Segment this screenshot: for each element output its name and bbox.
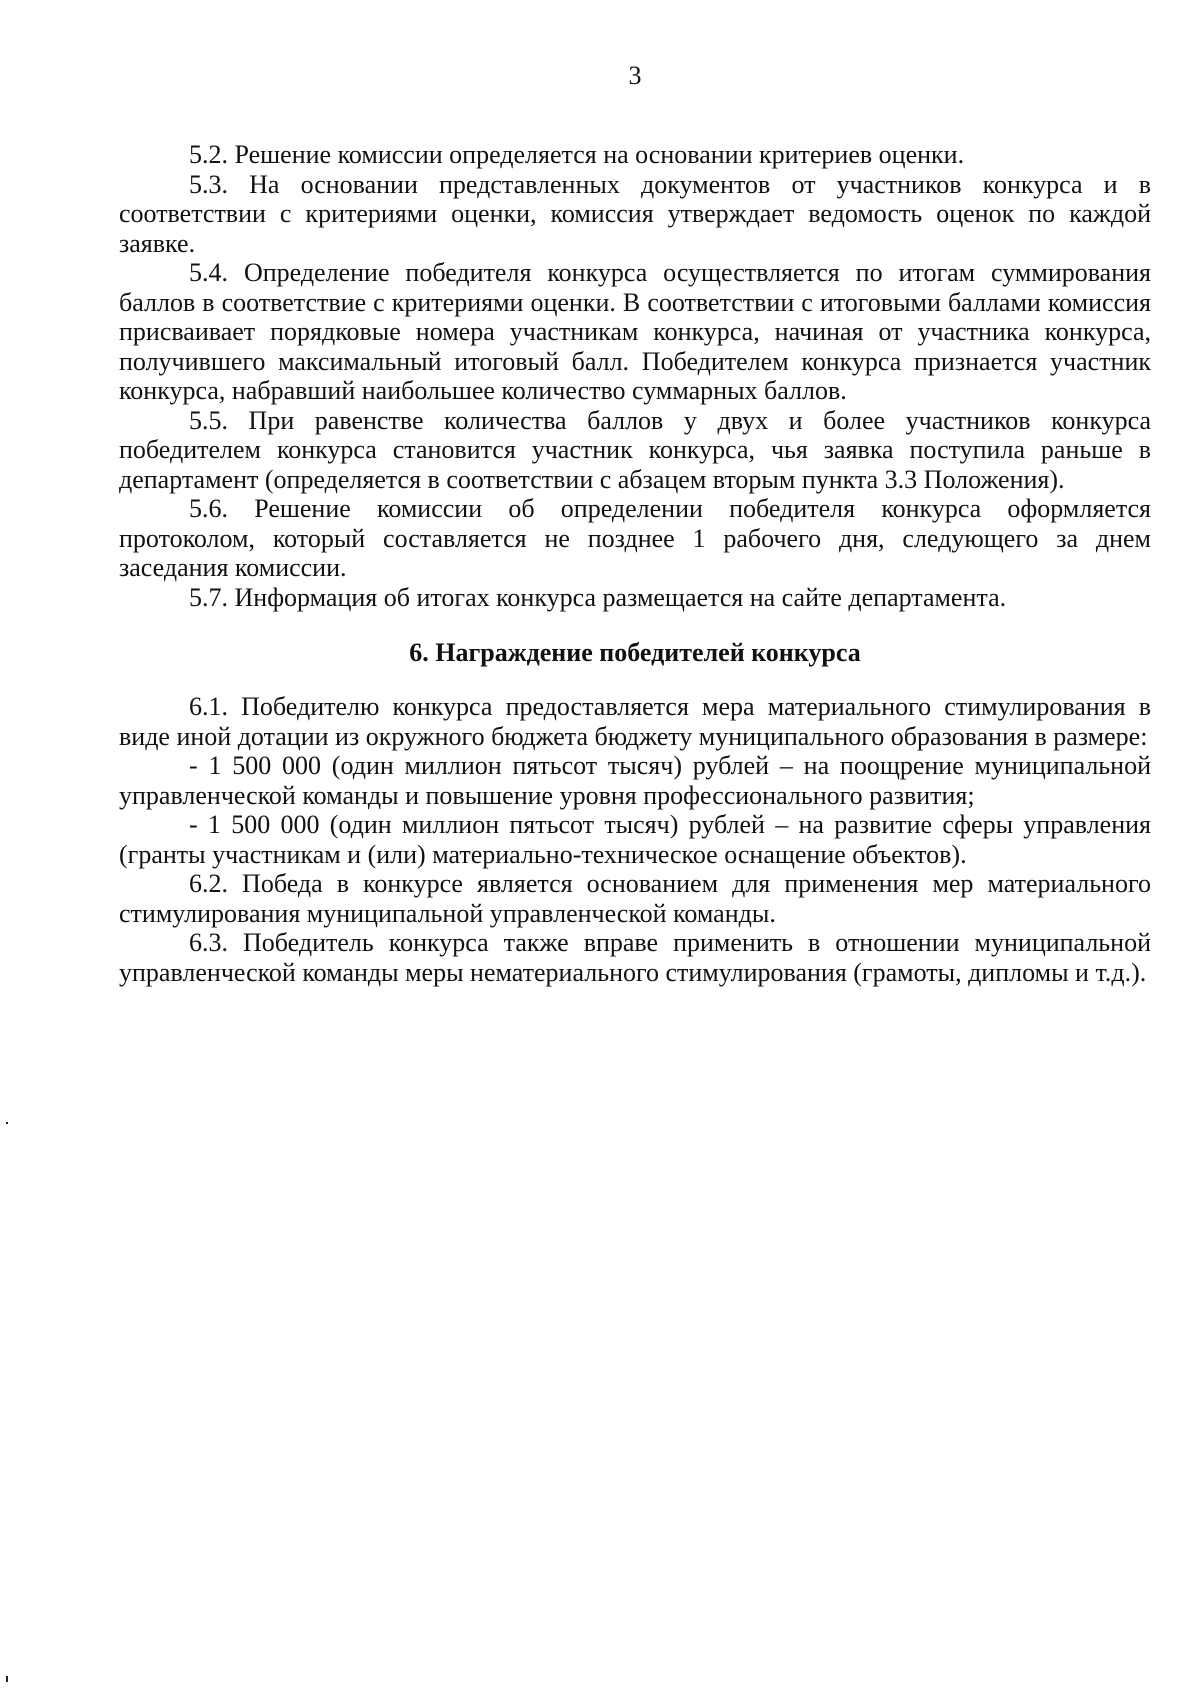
paragraph-5-5: 5.5. При равенстве количества баллов у двух и более участников конкурса победителем конкурса становится участник конкурса, чья заявка поступила раньше в департамент (определяется в соответствии с абзацем вторым пункта 3.3 Положения). [119,405,1151,494]
page-number: 3 [628,61,642,90]
scan-speck [6,1122,8,1124]
paragraph-5-3: 5.3. На основании представленных документов от участников конкурса и в соответствии с критериями оценки, комиссия утверждает ведомость оценок по каждой заявке. [119,169,1151,258]
paragraph-6-1-item-1: - 1 500 000 (один миллион пятьсот тысяч) рублей – на поощрение муниципальной управленческой команды и повышение уровня профессионального развития; [119,751,1151,810]
document-body [119,140,1151,987]
section-heading: 6. Награждение победителей конкурса [409,638,861,667]
paragraph-6-2: 6.2. Победа в конкурсе является основанием для применения мер материального стимулирования муниципальной управленческой команды. [119,869,1151,928]
paragraph-5-6: 5.6. Решение комиссии об определении победителя конкурса оформляется протоколом, который составляется не позднее 1 рабочего дня, следующего за днем заседания комиссии. [119,494,1151,582]
paragraph-6-3: 6.3. Победитель конкурса также вправе применить в отношении муниципальной управленческой команды меры нематериального стимулирования (грамоты, дипломы и т.д.). [119,928,1151,987]
paragraph-5-2: 5.2. Решение комиссии определяется на основании критериев оценки. [189,140,965,169]
paragraph-5-7: 5.7. Информация об итогах конкурса размещается на сайте департамента. [189,582,1007,612]
paragraph-6-1-item-2: - 1 500 000 (один миллион пятьсот тысяч) рублей – на развитие сферы управления (гранты участникам и (или) материально-техническое оснащение объектов). [119,810,1151,869]
paragraph-6-1: 6.1. Победителю конкурса предоставляется мера материального стимулирования в виде иной дотации из окружного бюджета бюджету муниципального образования в размере: [119,692,1151,751]
paragraph-5-4: 5.4. Определение победителя конкурса осуществляется по итогам суммирования баллов в соответствие с критериями оценки. В соответствии с итоговыми баллами комиссия присваивает порядковые номера участникам конкурса, начиная от участника конкурса, получившего максимальный итоговый балл. Победителем конкурса признается участник конкурса, набравший наибольшее количество суммарных баллов. [119,258,1151,405]
scan-speck [6,1676,8,1682]
